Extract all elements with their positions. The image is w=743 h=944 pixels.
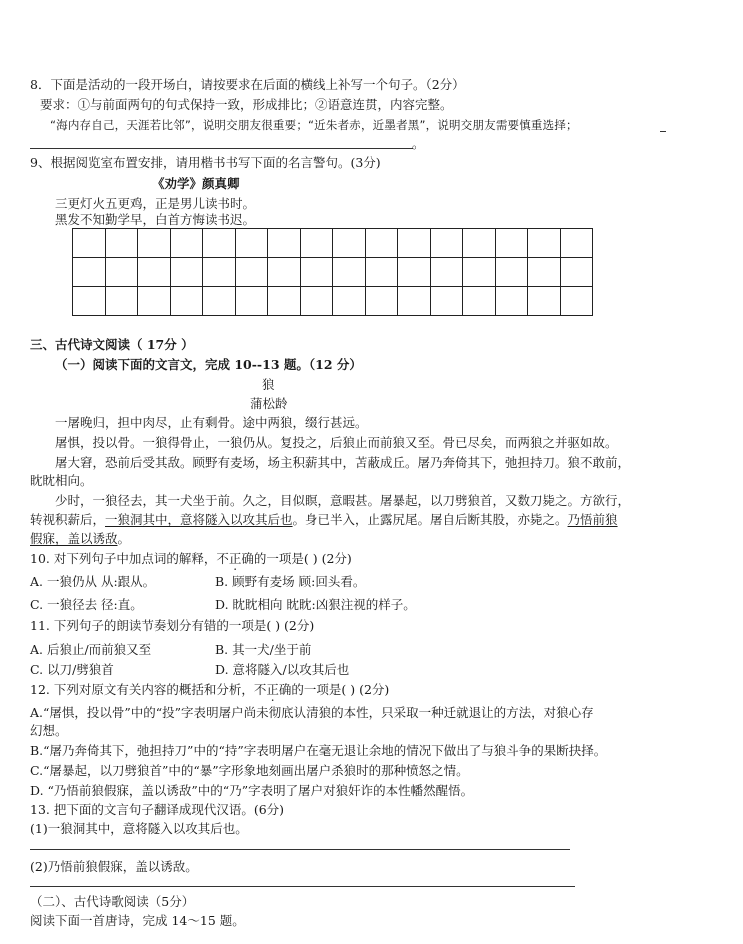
q9-poem-line-1: 三更灯火五更鸡，正是男儿读书时。 bbox=[55, 196, 256, 211]
q11-option-d[interactable]: D. 意将隧入/以攻其后也 bbox=[215, 662, 350, 677]
q9-poem-title: 《劝学》颜真卿 bbox=[152, 176, 240, 191]
q9-writing-grid[interactable] bbox=[72, 228, 593, 316]
q13-sentence-2: (2)乃悟前狼假寐，盖以诱敌。 bbox=[30, 859, 198, 874]
p4-text-pre: 转视积薪后， bbox=[30, 512, 106, 527]
p4-underlined-sentence-2b: 假寐，盖以诱敌 bbox=[30, 531, 118, 546]
q10-option-b[interactable]: B. 顾野有麦场 顾:回头看。 bbox=[215, 574, 366, 589]
q12-option-a-line-2: 幻想。 bbox=[30, 723, 68, 738]
p4-text-end: 。 bbox=[117, 531, 131, 546]
grid-row bbox=[73, 287, 593, 316]
q10-title-emphasis: 不正确 bbox=[216, 551, 254, 566]
q10-title-post: 的一项是( ) (2分) bbox=[253, 551, 352, 566]
part2-title: （二）、古代诗歌阅读（5分） bbox=[30, 894, 195, 909]
part2-intro: 阅读下面一首唐诗，完成 14～15 题。 bbox=[30, 913, 245, 928]
q13-answer-line-2[interactable] bbox=[30, 886, 575, 887]
paragraph-3-line-1: 屠大窘，恐前后受其敌。顾野有麦场，场主积薪其中，苫蔽成丘。屠乃奔倚其下，弛担持刀。狼不敢前， bbox=[55, 455, 631, 470]
p4-text-mid: 。身已半入，止露尻尾。屠自后断其股，亦毙之。 bbox=[292, 512, 568, 527]
q13-title: 13. 把下面的文言句子翻译成现代汉语。(6分) bbox=[30, 802, 285, 817]
paragraph-4-line-2 bbox=[30, 511, 618, 528]
q8-requirement: 要求：①与前面两句的句式保持一致，形成排比；②语意连贯，内容完整。 bbox=[40, 97, 453, 112]
p4-underlined-sentence-2a: 乃悟前狼 bbox=[567, 512, 618, 527]
paragraph-4-line-1: 少时，一狼径去，其一犬坐于前。久之，目似瞑，意暇甚。屠暴起，以刀劈狼首，又数刀毙之。方欲行， bbox=[55, 493, 631, 508]
q12-option-d[interactable]: D. “乃悟前狼假寐，盖以诱敌”中的“乃”字表明了屠户对狼奸诈的本性幡然醒悟。 bbox=[30, 783, 474, 798]
section3-part1-title: （一）阅读下面的文言文，完成 10--13 题。（12 分） bbox=[55, 357, 362, 372]
p4-underlined-sentence-1: 一狼洞其中，意将隧入以攻其后也 bbox=[105, 512, 293, 527]
q8-sample-text: “海内存自己，天涯若比邻”，说明交朋友很重要；“近朱者赤，近墨者黑”，说明交朋友需要慎重选择； bbox=[50, 118, 578, 132]
text-title: 狼 bbox=[262, 377, 275, 392]
q8-answer-line[interactable] bbox=[30, 148, 413, 149]
grid-row bbox=[73, 229, 593, 258]
q12-option-a-line-1[interactable]: A.“屠惧，投以骨”中的“投”字表明屠户尚未彻底认清狼的本性，只采取一种迁就退让的方法，对狼心存 bbox=[30, 705, 594, 720]
q10-option-d[interactable]: D. 眈眈相向 眈眈:凶狠注视的样子。 bbox=[215, 597, 416, 612]
q13-answer-line-1[interactable] bbox=[30, 849, 570, 850]
q9-poem-line-2: 黑发不知勤学早，白首方悔读书迟。 bbox=[55, 212, 256, 227]
q12-option-c[interactable]: C.“屠暴起，以刀劈狼首”中的“暴”字形象地刻画出屠户杀狼时的那种愤怒之情。 bbox=[30, 763, 469, 778]
q10-option-a[interactable]: A. 一狼仍从 从:跟从。 bbox=[30, 574, 156, 589]
q10-option-c[interactable]: C. 一狼径去 径:直。 bbox=[30, 597, 143, 612]
q12-title bbox=[30, 681, 389, 698]
q12-title-post: 的一项是( ) (2分) bbox=[291, 682, 390, 697]
text-author: 蒲松龄 bbox=[250, 396, 288, 411]
q13-sentence-1: (1)一狼洞其中，意将隧入以攻其后也。 bbox=[30, 821, 248, 836]
q11-option-b[interactable]: B. 其一犬/坐于前 bbox=[215, 642, 312, 657]
q8-title: 8．下面是活动的一段开场白，请按要求在后面的横线上补写一个句子。（2分） bbox=[30, 77, 465, 92]
q10-title bbox=[30, 550, 352, 567]
grid-row bbox=[73, 258, 593, 287]
q12-title-pre: 12. 下列对原文有关内容的概括和分析， bbox=[30, 682, 254, 697]
q11-option-a[interactable]: A. 后狼止/而前狼又至 bbox=[30, 642, 152, 657]
paragraph-2: 屠惧，投以骨。一狼得骨止，一狼仍从。复投之，后狼止而前狼又至。骨已尽矣，而两狼之并驱如故。 bbox=[55, 435, 618, 450]
paragraph-3-line-2: 眈眈相向。 bbox=[30, 473, 93, 488]
section3-title: 三、古代诗文阅读（ 17分 ） bbox=[30, 337, 194, 352]
q10-title-pre: 10. 对下列句子中加点词的解释， bbox=[30, 551, 217, 566]
q8-answer-line-start bbox=[660, 131, 666, 132]
paragraph-1: 一屠晚归，担中肉尽，止有剩骨。途中两狼，缀行甚远。 bbox=[55, 415, 368, 430]
q12-title-emphasis: 不正确 bbox=[253, 682, 292, 697]
q12-option-b[interactable]: B.“屠乃奔倚其下，弛担持刀”中的“持”字表明屠户在毫无退让余地的情况下做出了与狼斗争的果断抉择。 bbox=[30, 743, 607, 758]
q8-blank-end: 。 bbox=[412, 136, 425, 151]
q11-option-c[interactable]: C. 以刀/劈狼首 bbox=[30, 662, 114, 677]
q9-title: 9、根据阅览室布置安排，请用楷书书写下面的名言警句。(3分) bbox=[30, 155, 381, 170]
q11-title: 11. 下列句子的朗读节奏划分有错的一项是( ) (2分) bbox=[30, 618, 315, 633]
paragraph-4-line-3 bbox=[30, 530, 130, 547]
